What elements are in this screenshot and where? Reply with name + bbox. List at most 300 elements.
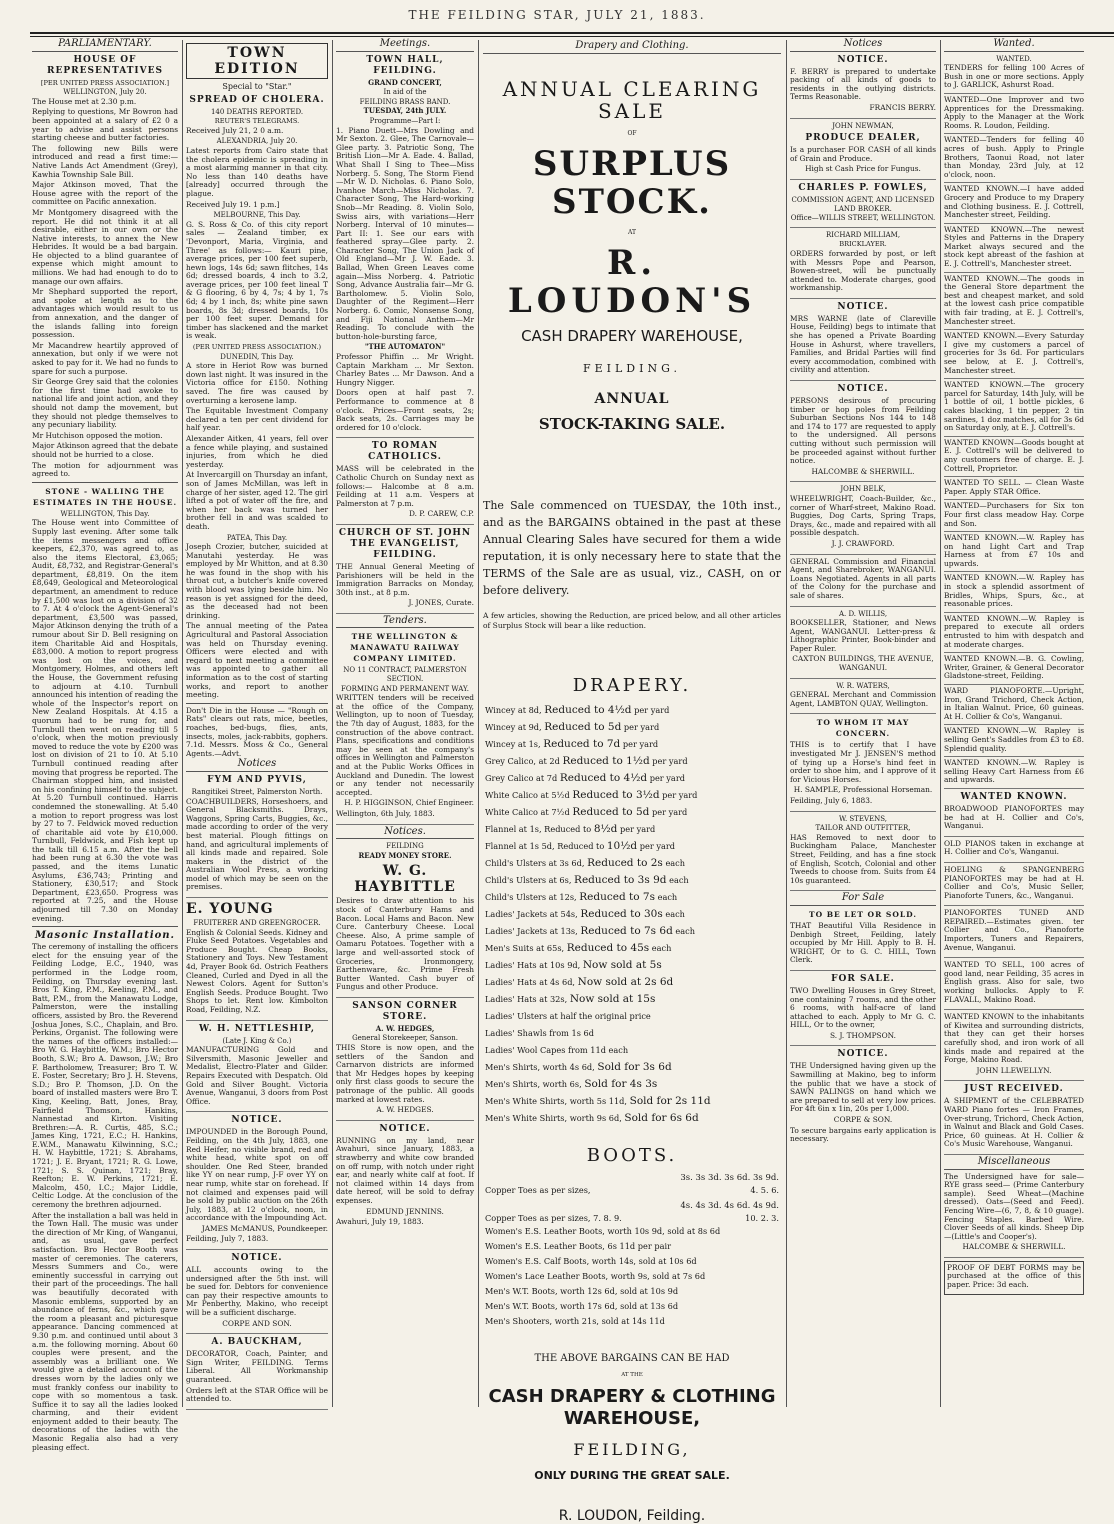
drapery-reduced-price: 10½d xyxy=(606,840,638,852)
advert-sign: JAMES McMANUS, Poundkeeper. xyxy=(201,1223,328,1233)
advert-sign: J. J. CRAWFORD. xyxy=(831,538,895,548)
drapery-unit: each xyxy=(665,858,686,868)
dateline: DUNEDIN, This Day. xyxy=(220,352,294,361)
advert-sub: A. W. HEDGES, xyxy=(375,1023,435,1033)
drapery-reduced-price: Reduced to 5d xyxy=(544,721,622,733)
sub-heading: WANTED. xyxy=(996,54,1032,63)
wanted-advert: WANTED KNOWN.—The grocery parcel for Saturday, 14th July, will be 1 bottle of oil, 1 bottle pickles, 6 cakes blacking, 1 tin pepper, 2 tin sardines, 1 doz matches, all for 3s 6d on Saturday only, at E. J. Cottrell's. xyxy=(944,381,1084,437)
drapery-unit: per yard xyxy=(622,739,659,749)
advert xyxy=(186,1253,328,1334)
advert-sign: JOHN LLEWELLYN. xyxy=(976,1065,1052,1075)
advert-title: NOTICE. xyxy=(837,301,889,312)
drapery-unit: per yard xyxy=(623,722,660,732)
column-notices xyxy=(790,40,936,1404)
advert xyxy=(790,815,936,892)
drapery-item: Wincey at 9d, xyxy=(485,722,542,732)
top-rule xyxy=(30,32,1114,34)
advert-sub: NO 11 CONTRACT, PALMERSTON SECTION. xyxy=(343,666,467,684)
drapery-row xyxy=(485,804,779,821)
town-edition-title: TOWN EDITION xyxy=(186,43,328,79)
advert-body: HOELING & SPANGENBERG PIANOFORTES may be had at H. Collier and Co's, Music Seller, Pianoforte Tuners, &c., Wanganui. xyxy=(944,864,1084,900)
drapery-unit: each xyxy=(669,875,689,885)
column-wanted xyxy=(944,40,1084,1404)
wanted-advert: WANTED KNOWN.—Every Saturday I give my customers a parcel of groceries for 3s 6d. For particulars see below, at E. J. Cottrell's, Manchester street. xyxy=(944,332,1084,379)
drapery-heading: DRAPERY. xyxy=(572,675,692,696)
advert-sub: COMMISSION AGENT, AND LICENSED LAND BROKER. xyxy=(791,195,935,213)
drapery-item: Men's Suits at 65s, xyxy=(485,943,565,953)
boots-heading: BOOTS. xyxy=(586,1145,678,1166)
advert-title: W. G. HAYBITTLE xyxy=(354,863,456,896)
drapery-item: White Calico at 7½d xyxy=(485,807,570,817)
advert-title: W. STEVENS, xyxy=(838,814,888,823)
advert-title: W. H. NETTLESHIP, xyxy=(198,1023,316,1034)
drapery-row xyxy=(485,855,779,872)
drapery-unit: each xyxy=(651,943,672,953)
drapery-item: Ladies' Hats at 10s 9d, xyxy=(485,960,581,970)
advert-sign: HALCOMBE & SHERWILL. xyxy=(811,466,915,476)
boots-item: Men's W.T. Boots, worth 17s 6d, sold at 13s 6d xyxy=(485,1301,679,1311)
advert-title: FOR SALE. xyxy=(831,973,895,984)
sale-at: AT xyxy=(627,229,636,236)
advert-body: THE Undersigned having given up the Sawmilling at Makino, beg to inform the public that we have a stock of SAWN PALINGS on hand which we are prepared to sell at very low prices. For 4ft 6in x 1in, 20s per 1,000. xyxy=(790,1061,936,1114)
wanted-advert: WANTED KNOWN.—W. Rapley is selling Heavy Cart Harness from £6 and upwards. xyxy=(944,759,1084,789)
separator xyxy=(32,926,178,927)
advert-body: WRITTEN tenders will be received at the office of the Company, Wellington, up to noon of Tuesday, the 7th day of August, 1883, for the construction of the above contract. Plans, specifications and conditions may be seen at the company's offices in Wellington and Palmerston and at the Public Works Offices in Auckland and Dunedin. The lowest or any tender not necessarily accepted. xyxy=(336,693,474,797)
article-heading: STONE - WALLING THE ESTIMATES IN THE HOUSE. xyxy=(32,486,178,507)
dateline: WELLINGTON, This Day. xyxy=(60,509,150,518)
paragraph: Received July 19. 1 p.m.] xyxy=(186,199,280,209)
drapery-reduced-price: Reduced to 4½d xyxy=(544,704,632,716)
advert-body: PERSONS desirous of procuring timber or hop poles from Feilding Suburban Sections Nos 144 to 148 and 174 to 177 are requested to apply to the undersigned. All persons cutting without such permission will be proceeded against without further notice. xyxy=(790,396,936,466)
article-heading: Masonic Installation. xyxy=(34,930,176,942)
advert xyxy=(944,840,1084,863)
sale-body: The Sale commenced on TUESDAY, the 10th inst., and as the BARGAINS obtained in the past at these Annual Clearing Sales have secured for them a wide reputation, it is only necessary here to state that the TERMS of the Sale are as usual, viz., CASH, on or before delivery. xyxy=(483,499,781,597)
special: Special to "Star." xyxy=(222,82,292,91)
boots-label: Copper Toes as per sizes, xyxy=(485,1185,591,1195)
advert-body: F. BERRY is prepared to undertake packing of all kinds of goods to residents in the outlying districts. Terms Reasonable. xyxy=(790,66,936,102)
drapery-unit: each xyxy=(657,892,678,902)
advert xyxy=(944,1013,1084,1081)
annual-label: ANNUAL xyxy=(594,391,670,407)
drapery-row xyxy=(485,889,779,906)
drapery-item: Men's Shirts, worth 4s 6d, xyxy=(485,1062,595,1072)
advert-title: TO BE LET OR SOLD. xyxy=(808,909,918,919)
advert-title: NOTICE. xyxy=(379,1123,431,1134)
drapery-reduced-price: Reduced to 30s xyxy=(580,908,663,920)
drapery-list xyxy=(479,702,785,1127)
advert-sign: J. JONES, Curate. xyxy=(408,598,474,608)
advert-foot: CAXTON BUILDINGS, THE AVENUE, WANGANUI. xyxy=(792,654,934,673)
advert-body: RUNNING on my land, near Awahuri, since January, 1883, a strawberry and white cow branded on off rump, with notch under right ear, and nearly white calf at foot. If not claimed within 14 days from date hereof, will be sold to defray expenses. xyxy=(336,1135,474,1205)
sale-title: ANNUAL CLEARING SALE xyxy=(502,77,762,123)
advert-title: NOTICE. xyxy=(231,1115,283,1126)
advert-title: JOHN BELK, xyxy=(840,485,886,494)
advert xyxy=(336,842,474,998)
drapery-item: Ladies' Ulsters at half the original price xyxy=(485,1011,651,1021)
paragraph: Sir George Grey said that the colonies for the first time had awoke to national life and joint action, and they should not damp the movement, but they should not pledge themselves to any pecuniary liability. xyxy=(32,377,178,430)
advert-body: Is a purchaser FOR CASH of all kinds of Grain and Produce. xyxy=(790,145,936,163)
advert-sign: EDMUND JENNINS. xyxy=(366,1206,444,1216)
drapery-row xyxy=(485,1059,779,1076)
drapery-unit: each xyxy=(675,926,695,936)
advert-title: THE WELLINGTON & MANAWATU RAILWAY COMPANY LIMITED. xyxy=(350,632,460,664)
advert-body: Office—WILLIS STREET, WELLINGTON. xyxy=(790,214,936,223)
drapery-reduced-price: Reduced to 4½d xyxy=(559,772,648,784)
advert-concert xyxy=(336,55,474,439)
boots-row xyxy=(485,1212,779,1224)
warehouse-footer: CASH DRAPERY & CLOTHING WAREHOUSE, xyxy=(488,1386,776,1429)
advert xyxy=(186,775,328,898)
drapery-reduced-price: Reduced to 7s xyxy=(579,891,655,903)
advert xyxy=(790,682,936,715)
section-heading: For Sale xyxy=(790,894,936,906)
advert-body: Desires to draw attention to his stock of Canterbury Hams and Bacon. Local Hams and Bacon. New Cure. Canterbury Cheese. Local Cheese. Also, A prime sample of Oamaru Potatoes. Together with a large and well-assorted stock of Groceries, Ironmongery, Earthenware, &c. Prime Fresh Butter Wanted. Cash buyer of Fungus and other Produce. xyxy=(336,896,474,992)
drapery-reduced-price: Sold for 2s 11d xyxy=(629,1095,711,1107)
drapery-item: Ladies' Shawls from 1s 6d xyxy=(485,1028,594,1038)
drapery-row xyxy=(485,787,779,804)
merchant-name: R. LOUDON'S xyxy=(507,243,757,321)
farce-title: "THE AUTOMATON" xyxy=(364,342,446,352)
paragraph: Alexander Aitken, 41 years, fell over a fence while playing, and sustained injuries, from which he died yesterday. xyxy=(186,433,328,469)
drapery-row xyxy=(485,1110,779,1127)
advert-title: RICHARD MILLIAM, xyxy=(825,230,901,239)
advert-sign: CORPE & SON. xyxy=(833,1115,893,1125)
advert-sub: FORMING AND PERMANENT WAY. xyxy=(341,684,469,693)
drapery-reduced-price: 8½d xyxy=(593,823,618,835)
advert-body: OLD PIANOS taken in exchange at H. Collier and Co's, Wanganui. xyxy=(944,838,1084,857)
boots-sizes: 10. 2. 3. xyxy=(745,1213,779,1223)
advert-title: NOTICE. xyxy=(231,1253,283,1264)
advert-title: FYM AND PYVIS, xyxy=(207,774,307,785)
wanted-advert: WANTED KNOWN—Goods bought at E. J. Cottrell's will be delivered to any customers free of charge. E. J. Cottrell, Proprietor. xyxy=(944,439,1084,477)
advert-body: WHEELWRIGHT, Coach-Builder, &c., corner of Wharf-street, Makino Road. Buggies, Dog Carts, Spring Traps, Drays, &c., made and repaired with all possible despatch. xyxy=(790,493,936,538)
drapery-reduced-price: Now sold at 5s xyxy=(582,959,662,971)
advert-foot: High st Cash Price for Fungus. xyxy=(805,164,921,174)
advert-sign: FRANCIS BERRY. xyxy=(869,102,936,112)
dateline: WELLINGTON, July 20. xyxy=(63,88,147,97)
wanted-advert: WANTED KNOWN.—W. Rapley is selling Gent's Saddles from £3 to £8. Splendid quality. xyxy=(944,727,1084,757)
advert xyxy=(944,866,1084,906)
paragraph: After the installation a ball was held in the Town Hall. The music was under the direction of Mr King, of Wanganui, and, as usual, gave perfect satisfaction. Bro Hector Booth was master of ceremonies. The caterers, Messrs Summers and Co., were eminently successful in carrying out their part of the proceedings. The hall was beautifully decorated with Masonic emblems, supported by an abundance of ferns, &c., which gave the room a pleasant and picturesque appearance. Dancing commenced at 9.30 p.m. and continued until about 3 a.m. the following morning. About 60 couples were present, and the assembly was a brilliant one. We would give a detailed account of the dresses worn by the ladies only we must frankly confess our inability to cope with so momentous a task. Suffice it to say all the ladies looked charming, and their evident enjoyment added to their beauty. The decorations of the ladies with the Masonic Regalia also had a very pleasing effect. xyxy=(32,1210,178,1452)
drapery-row xyxy=(485,753,779,770)
byline: [PER UNITED PRESS ASSOCIATION.] xyxy=(40,78,170,87)
advert xyxy=(790,909,936,971)
wanted-advert: WANTED KNOWN.—W. Rapley is prepared to execute all orders entrusted to him with despatch and at moderate charges. xyxy=(944,615,1084,653)
drapery-reduced-price: Reduced to 5d xyxy=(572,806,650,818)
advert xyxy=(790,610,936,679)
wanted-advert: WARD PIANOFORTE.—Upright, Iron, Grand Trichord, Check Action, in Italian Walnut. Price, 60 guineas. At H. Collier & Co's, Wanganui. xyxy=(944,687,1084,725)
advert-sub: (Late J. King & Co.) xyxy=(222,1036,292,1045)
programme-list: 1. Piano Duett—Mrs Dowling and Mr Sexton. 2. Glee, The Carnovale—Glee party. 3. Patriotic Song, The British Lion—Mr A. Eade. 4. Ballad, What Shall I Sing to Thee—Miss Norberg. 5. Song, The Storm Fiend—Mr W. D. Nicholas. 6. Piano Solo, Ivanhoe March—Miss Nicholas. 7. Character Song, The Hard-working Snob—Mr Reading. 8. Violin Solo, Swiss airs, with variations—Herr Norberg. Interval of 10 minutes—Part II: 1. See our ears with feathered spray—Glee party. 2. Character Song, The Union Jack of Old England—Mr J. W. Eade. 3. Ballad, When Green Leaves come again—Miss Norberg. 4. Patriotic Song, Advance Australia fair—Mr G. Bartholomew. 5. Violin Solo, Daughter of the Regiment—Herr Norberg. 6. Comic, Nonsense Song, and Fiji National Anthem—Mr Reading. To conclude with the button-hole-bursting farce, xyxy=(336,125,474,341)
advert-sub: FEILDING xyxy=(386,842,424,851)
drapery-row xyxy=(485,974,779,991)
drapery-row xyxy=(485,1008,779,1025)
paragraph: The Equitable Investment Company declared a ten per cent dividend for half year. xyxy=(186,406,328,433)
advert xyxy=(790,717,936,811)
dateline: ALEXANDRIA, July 20. xyxy=(216,137,298,146)
drapery-item: Men's White Shirts, worth 9s 6d, xyxy=(485,1113,622,1123)
paragraph: The ceremony of installing the officers elect for the ensuing year of the Feilding Lodge, E.C., 1940, was performed in the Lodge room, Feilding, on Thursday evening last. Bros T. King, P.M., Keeling, P.M., and Batt, P.M., from the Manawatu Lodge, Palmerston, were the installing officers, assisted by Bro. the Reverend Joshua Jones, S.C., Chaplain, and Bro. Perkins, Organist. The following were the names of the officers installed:—Bro W. G. Haybittle, W.M.; Bro Hector Booth, S.W.; Bro A. Dawson, J.W.; Bro F. Bartholomew, Treasurer; Bro T. W. E. Foster, Secretary; Bro J. H. Stevens, S.D.; Bro P. Thomson, J.D. On the board of installed masters were Bro T. King, Keeling, Batt, Jones, Bray, Fairfield Thomson, Hankins, Nannestad and Kirton. Visiting Brethren:—A. R. Curtis, 485, S.C.; James King, 1721, E.C.; H. Hankins, E.W.M., Manawatu Kilwinning, S.C.; H. W. Haybittle, 1721; S. Abrahams, 1721; J. E. Bryant, 1721; R. G. Lowe, 1721; S. S. Quinan, 1721; Bray, Reefton; E. W. Perkins, 1721; E. Malcolm, 450, I.C.; Major Liddle, Celtic Lodge. At the conclusion of the ceremony the brethren adjourned. xyxy=(32,942,178,1210)
paragraph: The motion for adjournment was agreed to. xyxy=(32,460,178,479)
advert xyxy=(790,558,936,607)
advert-body: MANUFACTURING Gold and Silversmith, Masonic Jeweller and Medalist, Electro-Plater and Gilder. Repairs Executed with Despatch. Old Gold and Silver Bought. Victoria Avenue, Wanganui, 3 doors from Post Office. xyxy=(186,1045,328,1106)
drapery-item: Flannel at 1s 5d, Reduced to xyxy=(485,841,605,851)
drapery-reduced-price: Reduced to 2s xyxy=(587,857,663,869)
advert xyxy=(790,183,936,228)
advert xyxy=(336,441,474,525)
advert-title: W. R. WATERS, xyxy=(836,681,890,690)
advert xyxy=(790,1049,936,1148)
advert-title: NOTICE. xyxy=(837,1049,889,1060)
paragraph: The following new Bills were introduced and read a first time:—Native Lands Act Amendment (Grey), Kawhia Township Sale Bill. xyxy=(32,143,178,179)
loudon-sale-advert xyxy=(479,40,785,1524)
advert-body: BOOKSELLER, Stationer, and News Agent, WANGANUI. Letter-press & Lithographic Printer, Book-binder and Paper Ruler. xyxy=(790,618,936,653)
top-rule-thin xyxy=(30,36,1114,37)
boots-label: Copper Toes as per sizes, 7. 8. 9. xyxy=(485,1213,622,1223)
advert xyxy=(944,1261,1084,1295)
advert xyxy=(944,909,1084,958)
advert-sub: BRICKLAYER. xyxy=(839,240,887,249)
advert-title: SANSON CORNER STORE. xyxy=(352,1000,458,1022)
paragraph: Received July 21, 2 0 a.m. xyxy=(186,125,284,135)
drapery-reduced-price: Sold for 3s 6d xyxy=(597,1061,672,1073)
drapery-row xyxy=(485,906,779,923)
wanted-advert: TENDERS for felling 100 Acres of Bush in one or more sections. Apply to J. GARLICK, Ashurst Road. xyxy=(944,64,1084,94)
advert xyxy=(186,1115,328,1250)
advert-body: BROADWOOD PIANOFORTES may be had at H. Collier and Co's, Wanganui. xyxy=(944,803,1084,831)
advert-date: Awahuri, July 19, 1883. xyxy=(336,1217,424,1227)
separator xyxy=(32,482,178,483)
advert-body: MASS will be celebrated in the Catholic Church on Sunday next as follows:— Halcombe at 8 a.m. Feilding at 11 a.m. Vespers at Palmerston at 7 p.m. xyxy=(336,464,474,508)
boots-item: Women's E.S. Leather Boots, worth 10s 9d, sold at 8s 6d xyxy=(485,1226,721,1236)
advert-date: Feilding, July 6, 1883. xyxy=(790,796,873,805)
advert-foot: To secure bargains early application is necessary. xyxy=(790,1125,936,1144)
boots-row xyxy=(485,1184,779,1196)
paragraph: Mr Macandrew heartily approved of annexation, but only if we were not asked to pay for it. We had no funds to spare for such a purpose. xyxy=(32,340,178,376)
column-parliamentary xyxy=(32,38,178,1452)
drapery-unit: per yard xyxy=(649,773,685,783)
advert-sign: H. P. HIGGINSON, Chief Engineer. xyxy=(344,798,474,808)
advert-body: THIS is to certify that I have investigated Mr J. JENSEN'S method of tying up a Horse's hind feet in order to shoe him, and I approve of it for Vicious Horses. xyxy=(790,740,936,784)
advert xyxy=(944,792,1084,837)
drapery-row xyxy=(485,719,779,736)
at-the: AT THE xyxy=(621,1372,643,1378)
advert-title: CHURCH OF ST. JOHN THE EVANGELIST, FEILDING. xyxy=(338,527,472,560)
advert xyxy=(944,1084,1084,1155)
drapery-item: Child's Ulsters at 3s 6d, xyxy=(485,858,585,868)
town-footer: FEILDING, xyxy=(573,1440,691,1459)
drapery-row xyxy=(485,1042,779,1059)
advert-title: JOHN NEWMAN, xyxy=(832,121,894,130)
advert-sign: H. SAMPLE, Professional Horseman. xyxy=(793,785,933,795)
town-name: FEILDING. xyxy=(583,362,681,375)
separator xyxy=(186,703,328,704)
drapery-reduced-price: Reduced to 1½d xyxy=(562,755,650,767)
drapery-unit: each xyxy=(665,909,685,919)
great-sale-line: ONLY DURING THE GREAT SALE. xyxy=(534,1469,730,1482)
wanted-list xyxy=(944,64,1084,789)
advert xyxy=(944,961,1084,1010)
drapery-row xyxy=(485,838,779,855)
section-heading: Wanted. xyxy=(944,40,1084,52)
section-heading: Notices. xyxy=(336,828,474,840)
drapery-row xyxy=(485,940,779,957)
paragraph: The annual meeting of the Patea Agricultural and Pastoral Association was held on Thursday evening. Officers were elected and with regard to next meeting a committee was appointed to gather all information as to the cost of starting works, and report to another meeting. xyxy=(186,621,328,700)
drapery-unit: per yard xyxy=(639,841,676,851)
drapery-item: Wincey at 1s, xyxy=(485,739,541,749)
paragraph: Major Atkinson moved, That the House agree with the report of the committee on Pacific annexation. xyxy=(32,180,178,207)
advert-body: PROOF OF DEBT FORMS may be purchased at the office of this paper. Price: 3d each. xyxy=(947,1262,1081,1290)
advert-title: JUST RECEIVED. xyxy=(964,1084,1064,1095)
drapery-item: Ladies' Hats at 4s 6d, xyxy=(485,977,576,987)
advert-body: ORDERS forwarded by post, or left with Messrs Pope and Pearson, Bowen-street, will be punctually attended to. Moderate charges, good workmanship. xyxy=(790,248,936,293)
drapery-item: Men's Shirts, worth 6s, xyxy=(485,1079,582,1089)
drapery-reduced-price: Reduced to 3s 9d xyxy=(574,874,667,886)
advert-sign: D. P. CAREW, C.P. xyxy=(408,509,474,519)
advert-title: TO ROMAN CATHOLICS. xyxy=(368,441,442,463)
advert-body: DECORATOR, Coach, Painter, and Sign Writer, FEILDING. Terms Liberal. All Workmanship guaranteed. xyxy=(186,1349,328,1384)
advert-title: A. BAUCKHAM, xyxy=(211,1337,303,1348)
advert-date: TUESDAY, 24th JULY. xyxy=(363,106,447,116)
drapery-reduced-price: Reduced to 3½d xyxy=(572,789,660,801)
drapery-row xyxy=(485,736,779,753)
paragraph: Don't Die in the House — "Rough on Rats" clears out rats, mice, beetles, roaches, bed-bugs, flies, ants, insects, moles, jack-rabbits, gophers. 7.1d. Messrs. Moss & Co., General Agents.—Advt. xyxy=(186,705,328,758)
advert-sign: S. J. THOMPSON. xyxy=(829,1030,897,1040)
wanted-advert: WANTED KNOWN.—The newest Styles and Patterns in the Drapery Market always secured and the stock kept abreast of the fashion at E. J. Cottrell's, Manchester street. xyxy=(944,226,1084,273)
column-divider xyxy=(786,40,787,1407)
advert-sub: FRUITERER AND GREENGROCER. xyxy=(193,919,321,928)
drapery-row xyxy=(485,702,779,719)
drapery-item: Grey Calico, at 2d xyxy=(485,756,560,766)
drapery-unit: per yard xyxy=(662,790,698,800)
paragraph: Mr Shephard supported the report, and spoke at length as to the advantages which would result to us from annexation, and the danger of the islands falling into foreign possession. xyxy=(32,287,178,340)
paragraph: A store in Heriot Row was burned down last night. It was insured in the Victoria office for £150. Nothing saved. The fire was caused by overturning a kerosene lamp. xyxy=(186,361,328,405)
section-heading: Miscellaneous xyxy=(944,1158,1084,1170)
advert-body: THAT Beautiful Villa Residence in Denbigh Street, Feilding, lately occupied by Mr Hill. Apply to B. H. WRIGHT, Or to G. C. HILL, Town Clerk. xyxy=(790,920,936,965)
column-town-edition xyxy=(186,40,328,1404)
drapery-item: Ladies' Jackets at 54s, xyxy=(485,909,578,919)
paragraph: Mr Montgomery disagreed with the report. He did not think it at all desirable, either in our own or the Native interests, to annex the New Hebrides. It would be a bad bargain. He objected to a blind guarantee of expense which might amount to millions. We had had enough to do to manage our own affairs. xyxy=(32,207,178,286)
section-heading: PARLIAMENTARY. xyxy=(32,40,178,52)
paragraph: Mr Hutchison opposed the motion. xyxy=(32,430,163,440)
drapery-item: Ladies' Jackets at 13s, xyxy=(485,926,578,936)
sub-heading: 140 DEATHS REPORTED. xyxy=(210,107,304,116)
drapery-reduced-price: Reduced to 7s 6d xyxy=(580,925,673,937)
drapery-row xyxy=(485,1025,779,1042)
advert-sub: FEILDING BRASS BAND. xyxy=(359,97,451,106)
drapery-item: Child's Ulsters at 6s, xyxy=(485,875,572,885)
advert xyxy=(944,1173,1084,1258)
section-heading: Notices xyxy=(790,40,936,52)
drapery-row xyxy=(485,957,779,974)
advert-sign: A. W. HEDGES. xyxy=(376,1105,434,1115)
warehouse-name: CASH DRAPERY WAREHOUSE, xyxy=(521,327,743,345)
programme-heading: Programme—Part I: xyxy=(369,116,441,125)
byline: (PER UNITED PRESS ASSOCIATION.) xyxy=(192,343,322,352)
advert-sub: Rangitikei Street, Palmerston North. xyxy=(191,787,323,796)
boots-item: Men's Shooters, worth 21s, sold at 14s 11d xyxy=(485,1316,665,1326)
advert-foot: Orders left at the STAR Office will be attended to. xyxy=(186,1385,328,1404)
boots-list xyxy=(479,1172,785,1329)
wanted-advert: WANTED—One Improver and two Apprentices for the Dressmaking. Apply to the Manager at the Work Rooms. R. Loudon, Feilding. xyxy=(944,96,1084,134)
advert xyxy=(790,485,936,554)
advert-title: TO WHOM IT MAY CONCERN. xyxy=(816,718,910,739)
drapery-item: Flannel at 1s, Reduced to xyxy=(485,824,592,834)
paragraph: The House met at 2.30 p.m. xyxy=(32,96,137,106)
boots-sizes: 3s. 3s 3d. 3s 6d. 3s 9d. xyxy=(680,1173,779,1183)
advert-body: ALL accounts owing to the undersigned after the 5th inst. will be sued for. Debtors for convenience can pay their respective amounts to Mr Penberthy, Makino, who receipt will be a sufficient discharge. xyxy=(186,1265,328,1318)
advert-body: HAS Removed to next door to Buckingham Palace, Manchester Street, Feilding, and has a fine stock of English, Scotch, Colonial and other Tweeds to choose from. Suits from £4 10s guaranteed. xyxy=(790,832,936,885)
advert-body: GENERAL Merchant and Commission Agent, LAMBTON QUAY, Wellington. xyxy=(790,690,936,708)
boots-item: Women's E.S. Calf Boots, worth 14s, sold at 10s 6d xyxy=(485,1256,697,1266)
advert-sign: CORPE AND SON. xyxy=(222,1318,292,1328)
wanted-advert: WANTED TO SELL. — Clean Waste Paper. Apply STAR Office. xyxy=(944,479,1084,500)
advert xyxy=(790,55,936,119)
advert xyxy=(790,122,936,180)
advert xyxy=(336,1001,474,1121)
paragraph: Major Atkinson agreed that the debate should not be hurried to a close. xyxy=(32,441,178,459)
drapery-row xyxy=(485,872,779,889)
advert xyxy=(336,1124,474,1232)
drapery-reduced-price: Now sold at 15s xyxy=(569,993,656,1005)
advert-sub: General Storekeeper, Sanson. xyxy=(352,1034,458,1043)
advert-body: IMPOUNDED in the Borough Pound, Feilding, on the 4th July, 1883, one Red Heifer, no visible brand, red and white head, white spot on off shoulder. One Red Steer, branded like YY on near rump, J-F over YY on near rump, white star on forehead. If not claimed and expenses paid will be sold by public auction on the 26th July, 1883, at 12 o'clock, noon, in accordance with the Impounding Act. xyxy=(186,1127,328,1223)
column-divider xyxy=(182,40,183,1407)
drapery-reduced-price: Sold for 6s 6d xyxy=(624,1112,699,1124)
advert xyxy=(186,1337,328,1410)
advert-body: TWO Dwelling Houses in Grey Street, one containing 7 rooms, and the other 6 rooms, with half-acre of land attached to each. Apply to Mr G. C. HILL, Or to the owner, xyxy=(790,985,936,1030)
drapery-reduced-price: Sold for 4s 3s xyxy=(584,1078,658,1090)
advert-date: Wellington, 6th July, 1883. xyxy=(336,808,435,818)
section-heading: Notices xyxy=(186,760,328,772)
drapery-row xyxy=(485,1093,779,1110)
drapery-unit: per yard xyxy=(651,807,688,817)
advert-body: MRS WARNE (late of Clareville House, Feilding) begs to intimate that she has opened a Private Boarding House in Ashurst, where travellers, Families, and Bridal Parties will find every accommodation, combined with civility and attention. xyxy=(790,313,936,375)
advert-body: THE Annual General Meeting of Parishioners will be held in the Immigration Barracks on Monday, 30th inst., at 8 p.m. xyxy=(336,561,474,597)
boots-item: Men's W.T. Boots, worth 12s 6d, sold at 10s 9d xyxy=(485,1286,679,1296)
drapery-row xyxy=(485,1076,779,1093)
drapery-item: Ladies' Hats at 32s, xyxy=(485,994,568,1004)
article-heading: HOUSE OF REPRESENTATIVES xyxy=(47,54,163,76)
drapery-item: Ladies' Wool Capes from 11d each xyxy=(485,1045,629,1055)
sale-title-surplus: SURPLUS STOCK. xyxy=(532,144,732,222)
section-heading: Meetings. xyxy=(336,40,474,52)
advert-sign: HALCOMBE & SHERWILL. xyxy=(962,1242,1066,1252)
boots-items xyxy=(485,1224,779,1329)
advert-body: A SHIPMENT of the CELEBRATED WARD Piano fortes — Iron Frames, Over-strung, Trichord, Check Action, in Walnut and Black and Gold Cases. Price, 60 guineas. At H. Collier & Co's Music Warehouse, Wanganui. xyxy=(944,1096,1084,1149)
drapery-reduced-price: Reduced to 7d xyxy=(543,738,621,750)
drapery-item: Child's Ulsters at 12s, xyxy=(485,892,577,902)
boots-item: Women's Lace Leather Boots, worth 9s, sold at 7s 6d xyxy=(485,1271,706,1281)
drapery-item: Men's White Shirts, worth 5s 11d, xyxy=(485,1096,628,1106)
column-divider xyxy=(332,40,333,1407)
advert-foot: Doors open at half past 7. Performance to commence at 8 o'clock. Prices—Front seats, 2s; Back seats, 2s. Carriages may be ordered for 10 o'clock. xyxy=(336,388,474,432)
drapery-item: Grey Calico at 7d xyxy=(485,773,558,783)
paragraph: At Invercargill on Thursday an infant, son of James McMillan, was left in charge of her sister, aged 12. The girl lifted a pot of water off the fire, and when her back was turned her brother fell in and was scalded to death. xyxy=(186,470,328,531)
drapery-unit: per yard xyxy=(652,756,688,766)
dateline: PATEA, This Day. xyxy=(226,533,288,542)
article-heading: SPREAD OF CHOLERA. xyxy=(189,94,325,105)
byline: REUTER'S TELEGRAMS. xyxy=(214,117,300,126)
cast-list: Professor Phiffin ... Mr Wright. Captain Markham ... Mr Sexton. Charley Bates ... Mr Dawson. And a Hungry Nigger. xyxy=(336,352,474,387)
advert-title: E. YOUNG xyxy=(186,901,274,918)
paragraph: G. S. Ross & Co. of this city report sales — Zealand timber, ex 'Devonport, Maria, Virginia, and Three' as follows:— Kauri pine, average prices, per 100 feet superb, hewn logs, 14s 6d; sawn flitches, 14s 6d; dressed boards, 4 inch to 3.2, average prices, per 100 feet lineal T & G flooring, 6 by 4, 7s; 4 by 1, 7s 6d; 4 by 1 inch, 8s; white pine sawn boards, 8s 3d; dressed boards, 10s per 100 feet super. Demand for timber has slackened and the market is weak. xyxy=(186,219,328,341)
section-heading: Tenders. xyxy=(336,617,474,629)
advert-title: A. D. WILLIS, xyxy=(838,609,888,618)
drapery-unit: per yard xyxy=(634,705,670,715)
advert xyxy=(790,231,936,299)
advert-title: CHARLES P. FOWLES, xyxy=(798,182,928,193)
